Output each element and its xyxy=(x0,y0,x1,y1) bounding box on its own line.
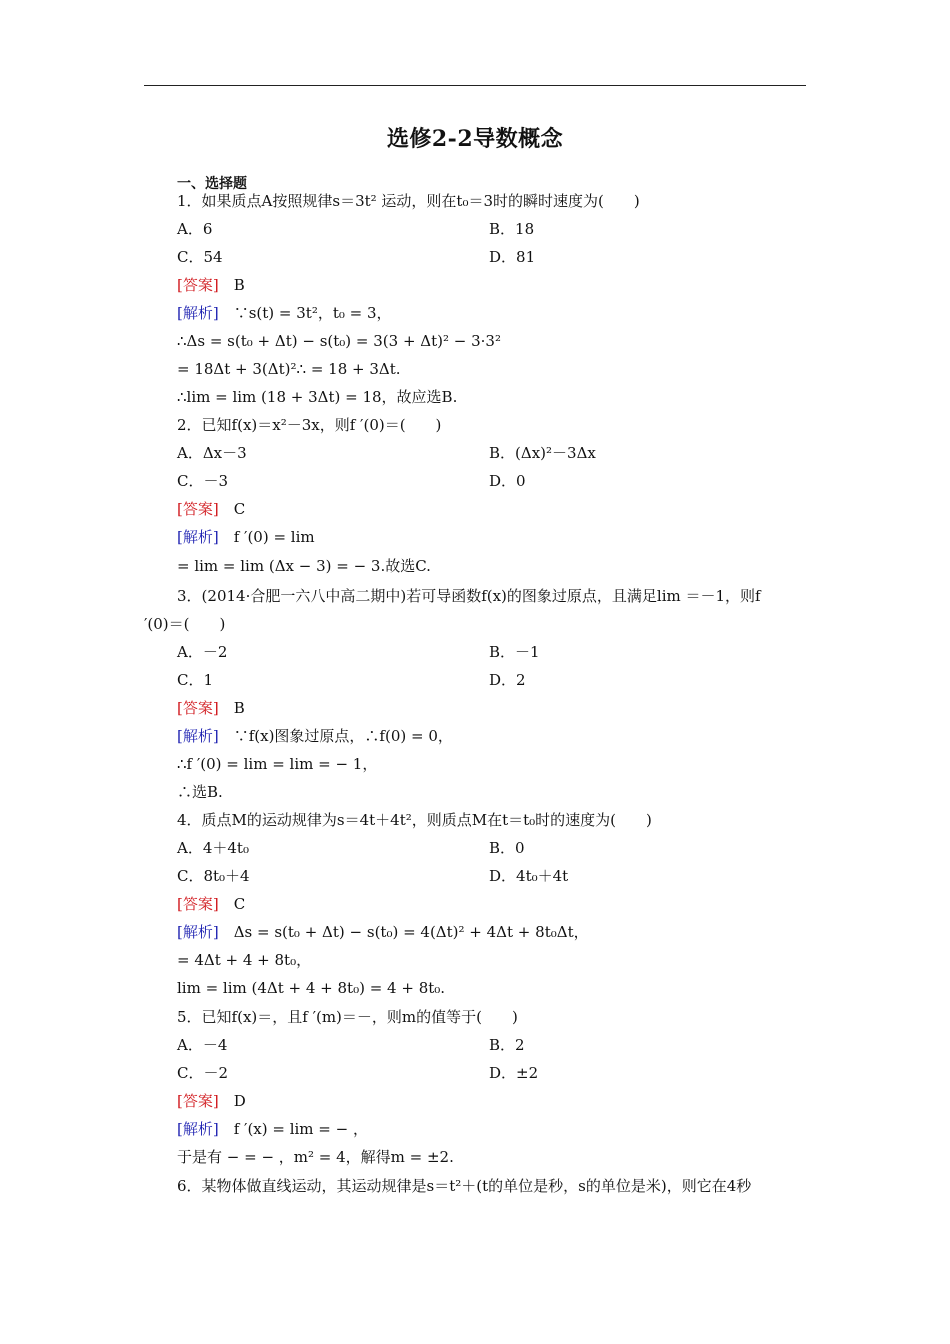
line-text: ∴f ′(0) = lim = lim = − 1， xyxy=(177,755,378,773)
line-text: B．0 xyxy=(489,839,525,857)
text-line xyxy=(177,1035,227,1055)
line-text: D．±2 xyxy=(489,1064,539,1082)
text-line xyxy=(177,556,431,576)
text-line xyxy=(177,331,501,351)
text-line xyxy=(177,1176,751,1196)
answer-line xyxy=(177,499,245,519)
text-line xyxy=(177,1007,518,1027)
text-line xyxy=(177,247,223,267)
answer-line xyxy=(177,1091,246,1111)
text-line xyxy=(177,471,228,491)
line-text: = 18Δt + 3(Δt)²∴ = 18 + 3Δt. xyxy=(177,360,401,378)
text-line xyxy=(489,247,535,267)
line-text: C．1 xyxy=(177,671,214,689)
text-line xyxy=(489,219,534,239)
line-text: B．2 xyxy=(489,1036,525,1054)
answer-label: [答案] xyxy=(177,699,219,717)
answer-line xyxy=(177,527,315,547)
text-line xyxy=(489,1035,525,1055)
answer-label: [答案] xyxy=(177,895,219,913)
line-text: D．4t₀＋4t xyxy=(489,867,569,885)
text-line xyxy=(489,670,526,690)
text-line xyxy=(177,838,249,858)
line-text: A．－4 xyxy=(177,1036,228,1054)
line-text: 1．如果质点A按照规律s＝3t² 运动，则在t₀＝3时的瞬时速度为( ) xyxy=(177,192,640,210)
answer-line xyxy=(177,726,453,746)
text-line xyxy=(177,950,311,970)
line-text: A．6 xyxy=(177,220,213,238)
line-text: C xyxy=(218,500,246,518)
text-line xyxy=(144,614,225,634)
line-text: C．－3 xyxy=(177,472,229,490)
text-line xyxy=(177,642,227,662)
page-title: 选修2-2导数概念 xyxy=(386,126,564,152)
line-text: 3．(2014·合肥一六八中高二期中)若可导函数f(x)的图象过原点，且满足lim ＝－1，则f xyxy=(177,587,761,605)
answer-line xyxy=(177,275,245,295)
line-text: 于是有 − = − ，m² = 4，解得m = ±2. xyxy=(177,1148,454,1166)
text-line xyxy=(177,359,401,379)
line-text: D．2 xyxy=(489,671,526,689)
line-text: D．0 xyxy=(489,472,526,490)
text-line xyxy=(489,443,596,463)
text-line xyxy=(177,415,441,435)
text-line xyxy=(177,782,223,802)
answer-line xyxy=(177,1119,368,1139)
text-line xyxy=(177,1147,454,1167)
line-text: C．－2 xyxy=(177,1064,229,1082)
text-line xyxy=(177,586,761,606)
text-line xyxy=(489,1063,538,1083)
line-text: lim = lim (4Δt + 4 + 8t₀) = 4 + 8t₀. xyxy=(177,979,446,997)
text-line xyxy=(177,670,213,690)
line-text: B xyxy=(218,276,245,294)
line-text: ∵f(x)图象过原点，∴f(0) = 0， xyxy=(218,727,453,745)
text-line xyxy=(489,866,568,886)
line-text: f ′(0) = lim xyxy=(218,528,315,546)
text-line xyxy=(177,978,445,998)
line-text: C．8t₀＋4 xyxy=(177,867,250,885)
text-line xyxy=(489,838,525,858)
answer-label: [答案] xyxy=(177,500,219,518)
analysis-label: [解析] xyxy=(177,923,219,941)
line-text: 一、选择题 xyxy=(177,176,247,192)
line-text: A．－2 xyxy=(177,643,228,661)
line-text: B．－1 xyxy=(489,643,540,661)
line-text: = 4Δt + 4 + 8t₀， xyxy=(177,951,312,969)
analysis-label: [解析] xyxy=(177,1120,219,1138)
text-line xyxy=(489,642,540,662)
text-line xyxy=(177,191,640,211)
line-text: ∴lim = lim (18 + 3Δt) = 18，故应选B. xyxy=(177,388,458,406)
line-text: ∴选B. xyxy=(177,783,223,801)
text-line xyxy=(177,219,212,239)
answer-line xyxy=(177,698,245,718)
line-text: f ′(x) = lim = − ， xyxy=(218,1120,368,1138)
line-text: C．54 xyxy=(177,248,223,266)
line-text: C xyxy=(218,895,246,913)
line-text: D．81 xyxy=(489,248,536,266)
text-line xyxy=(177,387,457,407)
line-text: A．Δx－3 xyxy=(177,444,247,462)
line-text: B xyxy=(218,699,245,717)
line-text: 4．质点M的运动规律为s＝4t＋4t²，则质点M在t＝t₀时的速度为( ) xyxy=(177,811,652,829)
text-line xyxy=(177,866,250,886)
line-text: B．(Δx)²－3Δx xyxy=(489,444,596,462)
answer-label: [答案] xyxy=(177,1092,219,1110)
text-line xyxy=(177,754,377,774)
text-line xyxy=(177,1063,228,1083)
header-rule xyxy=(144,85,806,86)
analysis-label: [解析] xyxy=(177,727,219,745)
line-text: D xyxy=(218,1092,246,1110)
line-text: ∴Δs = s(t₀ + Δt) − s(t₀) = 3(3 + Δt)² − 3·3² xyxy=(177,332,501,350)
line-text: B．18 xyxy=(489,220,535,238)
line-text: = lim = lim (Δx − 3) = − 3.故选C. xyxy=(177,557,431,575)
line-text: A．4＋4t₀ xyxy=(177,839,249,857)
line-text: 6．某物体做直线运动，其运动规律是s＝t²＋(t的单位是秒，s的单位是米)，则它在4秒 xyxy=(177,1177,752,1195)
analysis-label: [解析] xyxy=(177,528,219,546)
line-text: ∵s(t) = 3t²，t₀ = 3， xyxy=(218,304,392,322)
answer-label: [答案] xyxy=(177,276,219,294)
answer-line xyxy=(177,303,392,323)
answer-line xyxy=(177,894,245,914)
line-text: Δs = s(t₀ + Δt) − s(t₀) = 4(Δt)² + 4Δt + 8t₀Δt， xyxy=(218,923,589,941)
text-line xyxy=(489,471,526,491)
line-text: ′(0)＝( ) xyxy=(144,615,226,633)
answer-line xyxy=(177,922,589,942)
line-text: 5．已知f(x)＝，且f ′(m)＝－，则m的值等于( ) xyxy=(177,1008,518,1026)
text-line xyxy=(177,810,652,830)
analysis-label: [解析] xyxy=(177,304,219,322)
line-text: 2．已知f(x)＝x²－3x，则f ′(0)＝( ) xyxy=(177,416,442,434)
text-line xyxy=(177,443,247,463)
